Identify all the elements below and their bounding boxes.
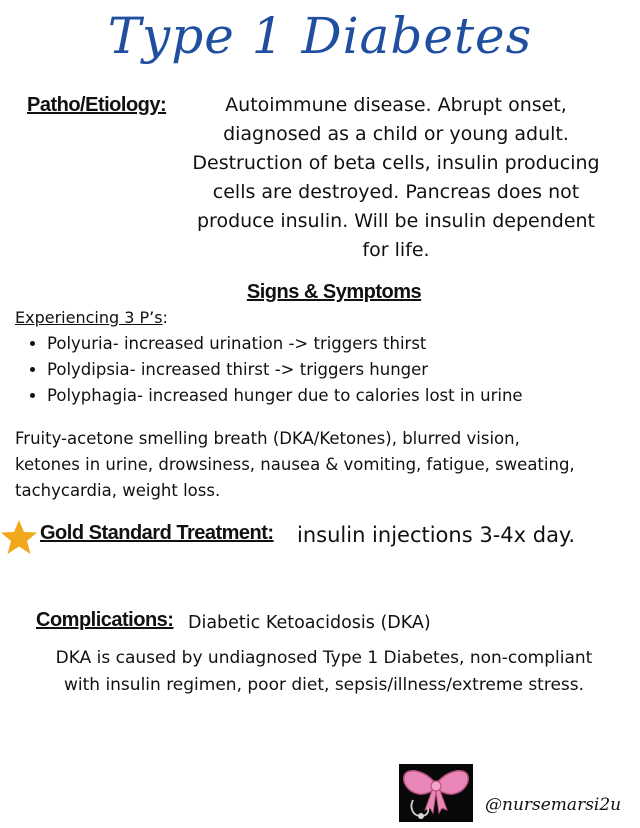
complications-text: Diabetic Ketoacidosis (DKA): [188, 613, 431, 633]
experiencing-colon: :: [162, 308, 168, 327]
experiencing-label: [15, 307, 168, 329]
patho-line: for life.: [362, 239, 430, 261]
author-handle: @nursemarsi2u: [485, 795, 622, 815]
page-title: Type 1 Diabetes: [107, 7, 533, 65]
experiencing-text: Experiencing 3 P’s: [15, 308, 163, 327]
patho-etiology-heading: Patho/Etiology:: [27, 94, 167, 116]
gold-standard-heading: Gold Standard Treatment:: [40, 522, 274, 544]
symptoms-line: ketones in urine, drowsiness, nausea & vomiting, fatigue, sweating,: [15, 455, 575, 474]
patho-line: diagnosed as a child or young adult.: [223, 123, 569, 145]
signs-symptoms-heading: Signs & Symptoms: [246, 281, 422, 303]
list-item: • Polyphagia- increased hunger due to calories lost in urine: [47, 383, 523, 409]
patho-line: cells are destroyed. Pancreas does not: [212, 181, 580, 203]
patho-etiology-text: [176, 91, 616, 265]
other-symptoms-text: [15, 426, 635, 504]
three-ps-list: [20, 331, 523, 409]
complications-heading: Complications:: [36, 609, 174, 631]
list-item: • Polydipsia- increased thirst -> triggers hunger: [47, 357, 523, 383]
gold-standard-text: insulin injections 3-4x day.: [297, 523, 576, 547]
patho-line: Destruction of beta cells, insulin producing: [192, 152, 600, 174]
dka-explanation: [8, 645, 640, 699]
list-item: • Polyuria- increased urination -> triggers thirst: [47, 331, 523, 357]
star-icon: [0, 519, 38, 555]
patho-line: produce insulin. Will be insulin dependent: [196, 210, 596, 232]
patho-line: Autoimmune disease. Abrupt onset,: [225, 94, 567, 116]
dka-line: with insulin regimen, poor diet, sepsis/illness/extreme stress.: [63, 675, 585, 695]
dka-line: DKA is caused by undiagnosed Type 1 Diabetes, non-compliant: [55, 648, 593, 668]
bow-stethoscope-logo: [399, 764, 473, 822]
symptoms-line: Fruity-acetone smelling breath (DKA/Ketones), blurred vision,: [15, 429, 520, 448]
symptoms-line: tachycardia, weight loss.: [15, 481, 221, 500]
